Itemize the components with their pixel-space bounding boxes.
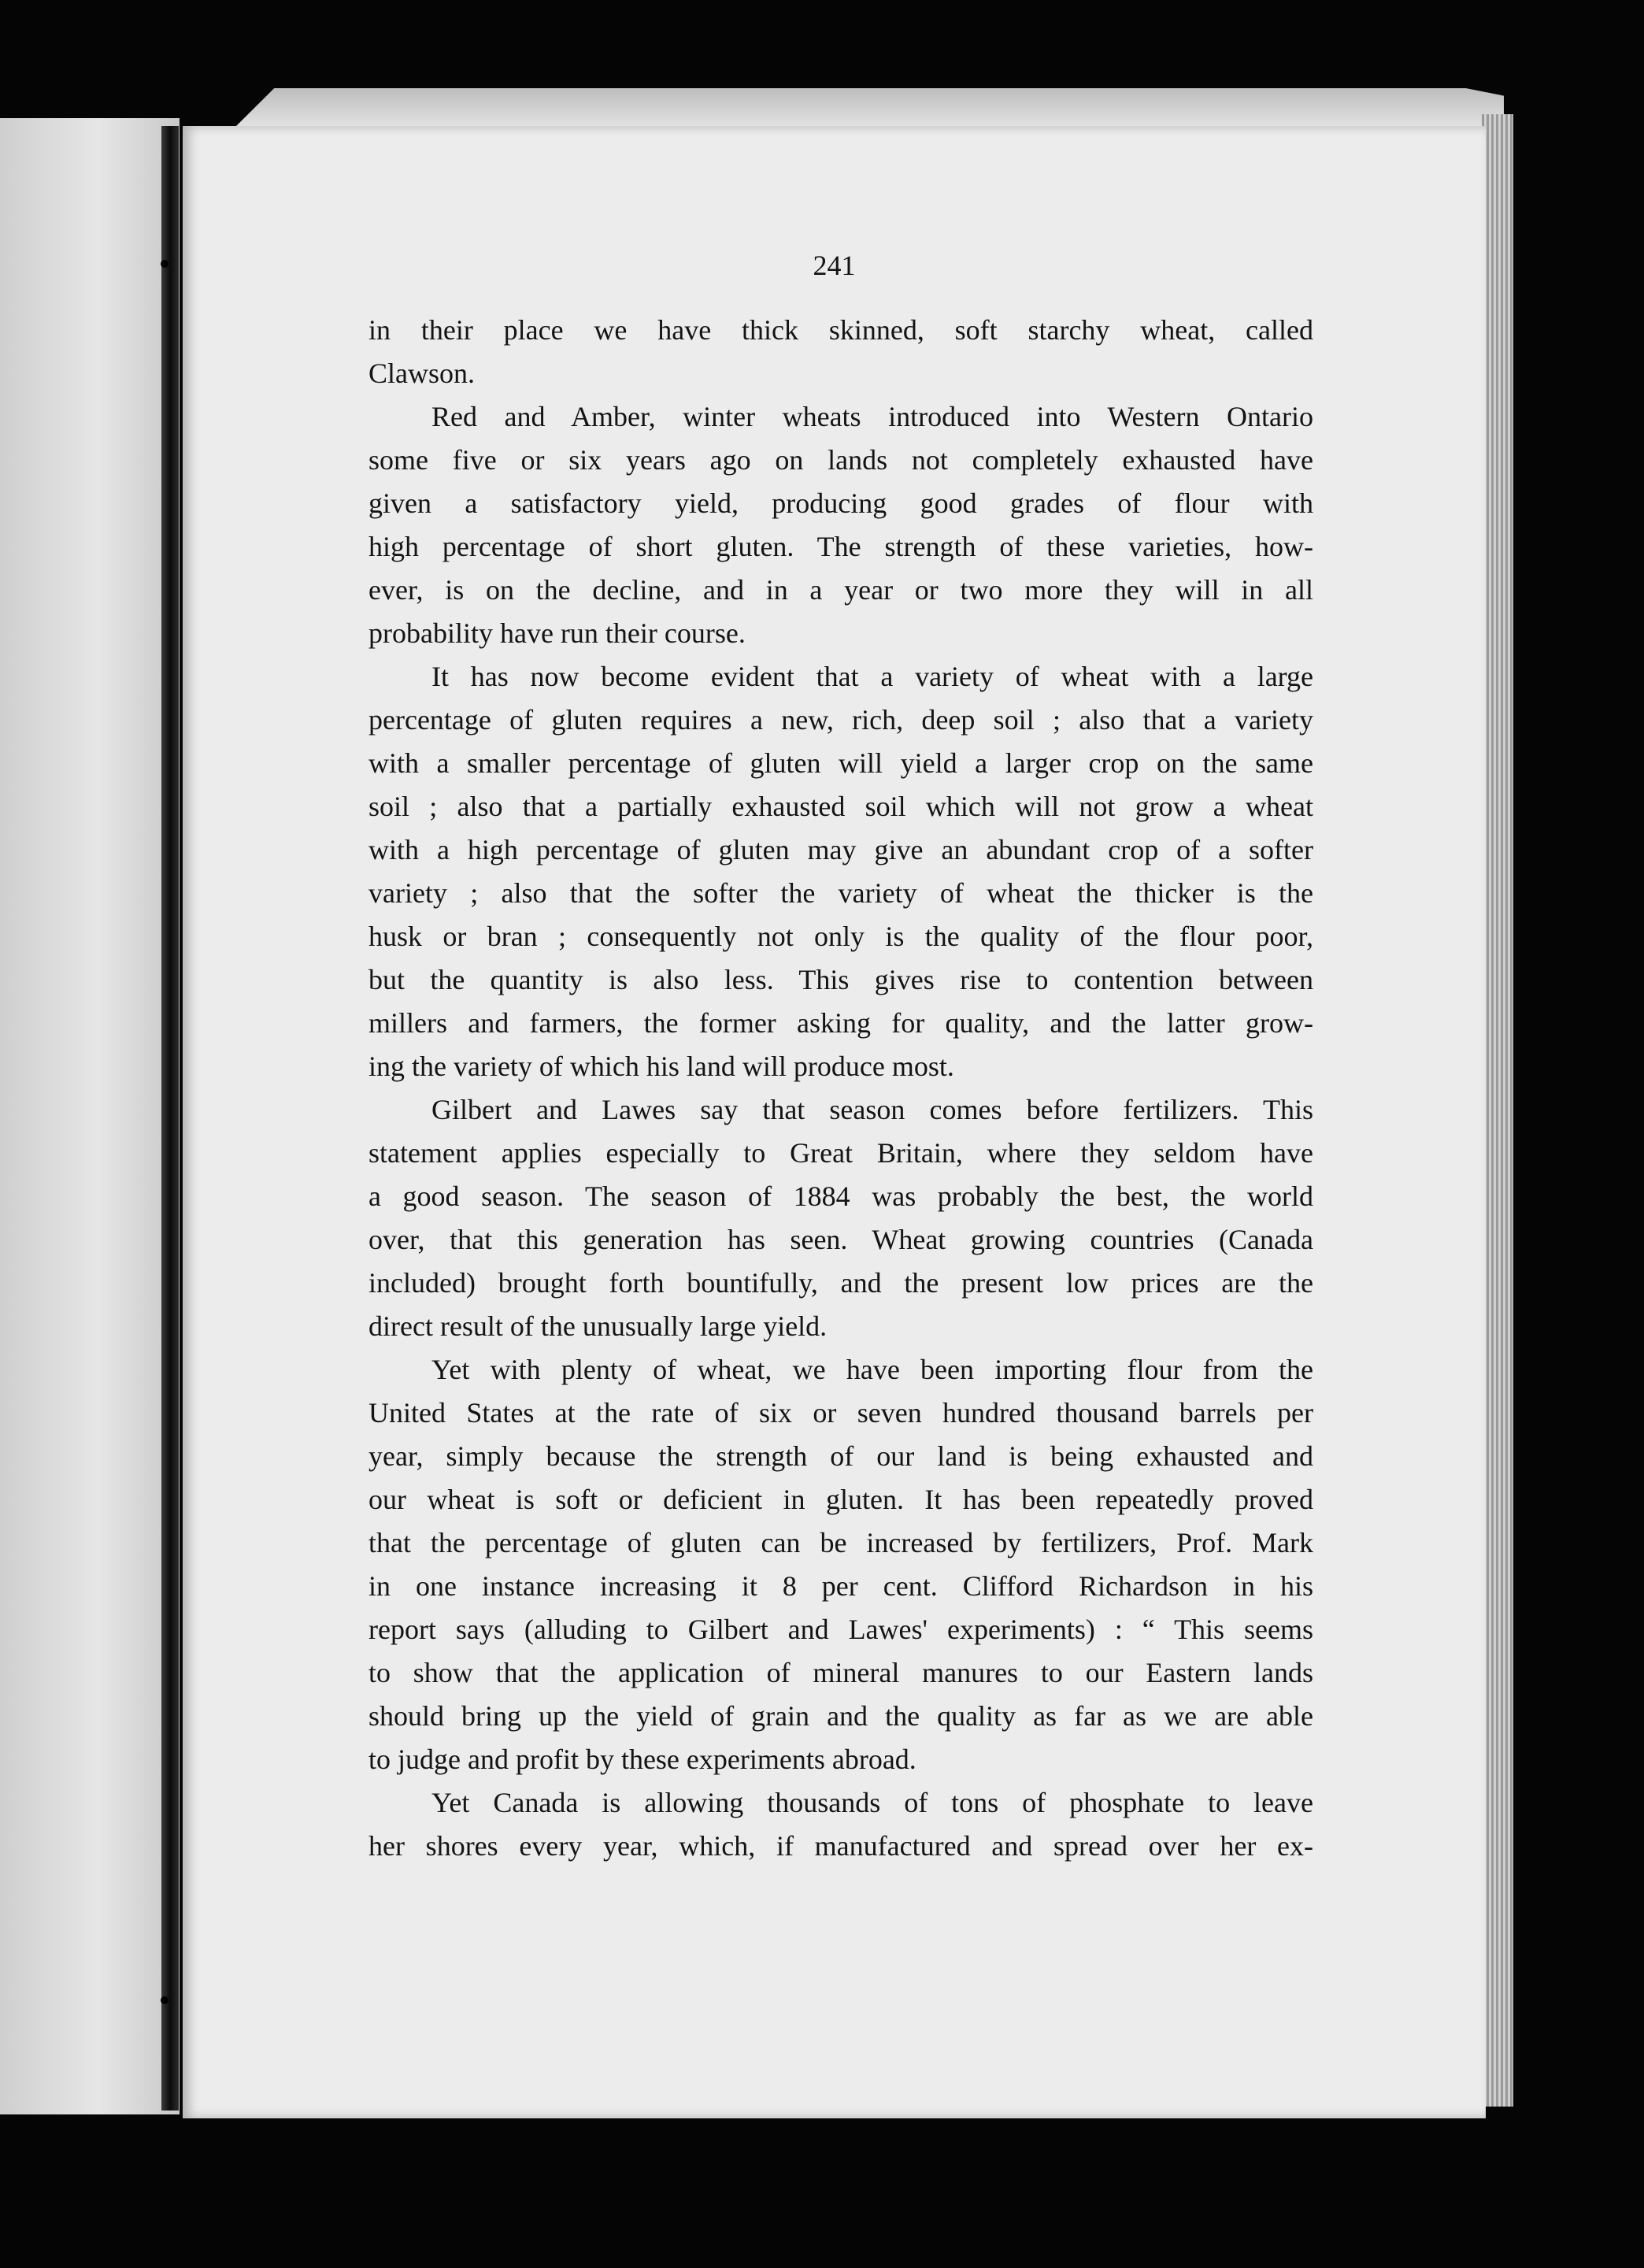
text-line: ing the variety of which his land will produce most. <box>368 1051 954 1082</box>
text-line: millers and farmers, the former asking for quality, and the latter grow- <box>368 1007 1313 1039</box>
book-page <box>183 126 1486 2118</box>
text-line: to show that the application of mineral manures to our Eastern lands <box>368 1657 1313 1688</box>
body-text <box>368 309 1313 1868</box>
text-line: year, simply because the strength of our land is being exhausted and <box>368 1440 1313 1472</box>
book-gutter <box>161 126 179 2110</box>
text-line: probability have run their course. <box>368 617 746 649</box>
text-line: with a smaller percentage of gluten will yield a larger crop on the same <box>368 747 1313 779</box>
text-line: a good season. The season of 1884 was probably the best, the world <box>368 1180 1313 1212</box>
text-line: but the quantity is also less. This gives rise to contention between <box>368 964 1313 995</box>
text-line: some five or six years ago on lands not completely exhausted have <box>368 444 1313 476</box>
text-line: that the percentage of gluten can be increased by fertilizers, Prof. Mark <box>368 1527 1313 1558</box>
text-line: husk or bran ; consequently not only is the quality of the flour poor, <box>368 921 1313 952</box>
text-line: in their place we have thick skinned, soft starchy wheat, called <box>368 314 1313 346</box>
text-line: United States at the rate of six or seven hundred thousand barrels per <box>368 1397 1313 1429</box>
paragraph <box>368 1348 1313 1781</box>
paragraph <box>368 309 1313 395</box>
paragraph <box>368 655 1313 1088</box>
text-line: high percentage of short gluten. The strength of these varieties, how- <box>368 531 1313 562</box>
text-line: statement applies especially to Great Britain, where they seldom have <box>368 1137 1313 1169</box>
text-line: Gilbert and Lawes say that season comes before fertilizers. This <box>431 1094 1313 1125</box>
text-line: to judge and profit by these experiments abroad. <box>368 1744 916 1775</box>
text-line: Yet Canada is allowing thousands of tons of phosphate to leave <box>431 1787 1313 1818</box>
text-line: with a high percentage of gluten may give an abundant crop of a softer <box>368 834 1313 865</box>
text-line: should bring up the yield of grain and the quality as far as we are able <box>368 1700 1313 1732</box>
text-line: percentage of gluten requires a new, rich, deep soil ; also that a variety <box>368 704 1313 736</box>
text-line: Yet with plenty of wheat, we have been importing flour from the <box>431 1354 1313 1385</box>
text-line: our wheat is soft or deficient in gluten. It has been repeatedly proved <box>368 1484 1313 1515</box>
text-line: direct result of the unusually large yield. <box>368 1310 828 1342</box>
page-stack-top-edge <box>236 88 1504 126</box>
paragraph <box>368 1088 1313 1348</box>
gutter-mark <box>161 1996 168 2004</box>
gutter-mark <box>161 260 168 268</box>
text-line: It has now become evident that a variety of wheat with a large <box>431 661 1313 692</box>
text-line: soil ; also that a partially exhausted soil which will not grow a wheat <box>368 791 1313 822</box>
text-line: Red and Amber, winter wheats introduced into Western Ontario <box>431 401 1313 432</box>
page-stack-right-edge <box>1482 114 1513 2107</box>
text-line: ever, is on the decline, and in a year or two more they will in all <box>368 574 1313 606</box>
text-line: Clawson. <box>368 358 475 389</box>
text-line: her shores every year, which, if manufactured and spread over her ex- <box>368 1830 1313 1862</box>
previous-page-edge <box>0 118 180 2114</box>
text-line: report says (alluding to Gilbert and Lawes' experiments) : “ This seems <box>368 1614 1313 1645</box>
text-line: over, that this generation has seen. Wheat growing countries (Canada <box>368 1224 1313 1255</box>
page-number: 241 <box>813 250 856 281</box>
text-line: variety ; also that the softer the variety of wheat the thicker is the <box>368 877 1313 909</box>
paragraph <box>368 1781 1313 1868</box>
text-line: in one instance increasing it 8 per cent. Clifford Richardson in his <box>368 1570 1313 1602</box>
text-line: given a satisfactory yield, producing good grades of flour with <box>368 487 1313 519</box>
paragraph <box>368 395 1313 655</box>
text-line: included) brought forth bountifully, and the present low prices are the <box>368 1267 1313 1299</box>
